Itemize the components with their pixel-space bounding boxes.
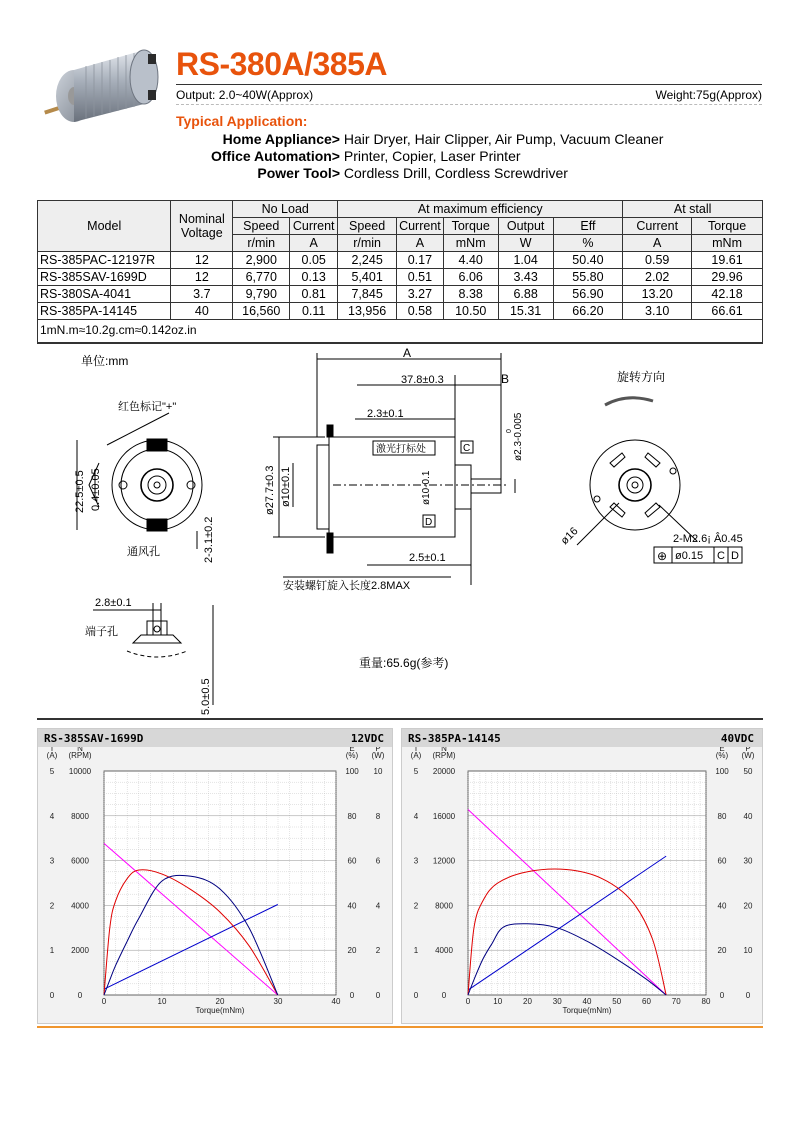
n-axis-unit: (RPM) [68,751,92,760]
value-cell: 2,245 [338,252,397,269]
application-category: Office Automation> [211,148,340,164]
chart-voltage: 40VDC [720,732,754,745]
value-cell: 0.81 [290,286,338,303]
e-tick-label: 60 [347,856,357,866]
value-cell: 6.88 [498,286,553,303]
value-cell: 42.18 [692,286,763,303]
i-tick-label: 1 [413,946,419,956]
max-efficiency-header: At maximum efficiency [338,201,623,218]
e-axis-label: E [719,747,725,753]
performance-chart-2 [401,728,763,1024]
terminal-label: 端子孔 [85,626,118,638]
x-tick-label: 80 [701,997,711,1006]
i-tick-label: 0 [413,991,419,1000]
p-tick-label: 10 [373,767,383,776]
value-cell: 55.80 [553,269,623,286]
unit-rmin: r/min [233,235,290,252]
n-axis-unit: (RPM) [432,751,456,760]
col-current: Current [623,218,692,235]
value-cell: 12 [171,252,233,269]
e-tick-label: 100 [345,767,359,776]
dim-37-8: 37.8±0.3 [401,374,444,386]
n-tick-label: 0 [77,991,83,1000]
unit-a: A [397,235,444,252]
motor-weight: Weight:75g(Approx) [655,88,762,102]
table-row [38,252,763,269]
n-tick-label: 0 [441,991,447,1000]
value-cell: 0.17 [397,252,444,269]
n-tick-label: 16000 [432,811,456,821]
value-cell: 13.20 [623,286,692,303]
n-axis-label: N [77,747,83,753]
i-tick-label: 5 [413,767,419,776]
n-tick-label: 6000 [71,856,89,866]
unit-mnm: mNm [443,235,498,252]
dim-2-5: 2.5±0.1 [409,552,446,564]
col-eff: Eff [553,218,623,235]
stall-header: At stall [623,201,763,218]
table-row [38,269,763,286]
e-tick-label: 20 [717,946,727,956]
application-row [140,131,663,147]
value-cell: 1.04 [498,252,553,269]
p-tick-label: 30 [743,856,753,866]
i-tick-label: 1 [49,946,55,956]
page-title: RS-380A/385A [176,46,387,82]
unit-w: W [498,235,553,252]
chart-plot [38,747,394,1025]
x-tick-label: 30 [552,997,562,1006]
p-tick-label: 50 [743,767,753,776]
value-cell: 2.02 [623,269,692,286]
x-tick-label: 40 [331,997,341,1006]
value-cell: 6.06 [443,269,498,286]
datum-c: C [463,443,471,454]
dim-2-8: 2.8±0.1 [95,597,132,609]
i-tick-label: 2 [49,901,55,911]
x-axis-label: Torque(mNm) [195,1006,245,1015]
p-tick-label: 40 [743,811,753,821]
dim-10: ø10±0.1 [280,466,292,507]
x-tick-label: 50 [612,997,622,1006]
e-tick-label: 0 [349,991,355,1000]
value-cell: 40 [171,303,233,320]
performance-chart-1 [37,728,393,1024]
value-cell: 3.43 [498,269,553,286]
col-speed: Speed [338,218,397,235]
table-row [38,286,763,303]
model-cell: RS-385PAC-12197R [38,252,171,269]
n-tick-label: 2000 [71,946,89,956]
unit-a: A [623,235,692,252]
value-cell: 9,790 [233,286,290,303]
chart-section-divider [37,718,763,720]
table-row [38,303,763,320]
value-cell: 3.27 [397,286,444,303]
i-tick-label: 0 [49,991,55,1000]
x-tick-label: 30 [273,997,283,1006]
x-tick-label: 10 [493,997,503,1006]
position-tolerance-icon: ⊕ [657,549,668,563]
e-tick-label: 100 [715,767,729,776]
p-tick-label: 6 [375,856,381,866]
value-cell: 0.13 [290,269,338,286]
x-tick-label: 40 [582,997,592,1006]
value-cell: 7,845 [338,286,397,303]
n-tick-label: 20000 [432,767,456,776]
dim-2-3-shaft: ø2.3-0.005 [513,412,524,461]
p-tick-label: 4 [375,901,381,911]
p-axis-unit: (W) [741,751,755,760]
p-axis-unit: (W) [371,751,385,760]
laser-mark-label: 激光打标处 [376,444,426,455]
col-output: Output [498,218,553,235]
motor-photo [40,40,170,135]
i-tick-label: 3 [49,856,55,866]
value-cell: 8.38 [443,286,498,303]
chart-title: RS-385PA-14145 [408,732,501,745]
value-cell: 50.40 [553,252,623,269]
model-cell: RS-385PA-14145 [38,303,171,320]
dim-2-3: 2.3±0.1 [367,408,404,420]
e-tick-label: 80 [717,811,727,821]
tolerance-datum-d: D [731,550,739,562]
col-speed: Speed [233,218,290,235]
dim-10-boss: ø10-0.1 [421,470,432,505]
weight-reference: 重量:65.6g(参考) [359,656,449,670]
chart-header [402,729,762,747]
value-cell: 0.59 [623,252,692,269]
p-tick-label: 20 [743,901,753,911]
model-cell: RS-385SAV-1699D [38,269,171,286]
dim-5-0: 5.0±0.5 [200,678,212,715]
n-tick-label: 10000 [68,767,92,776]
e-tick-label: 40 [717,901,727,911]
col-torque: Torque [692,218,763,235]
application-items: Hair Dryer, Hair Clipper, Air Pump, Vacuum Cleaner [343,131,664,147]
p-tick-label: 2 [375,946,381,956]
e-axis-unit: (%) [715,751,729,760]
dim-b: B [501,372,510,386]
x-tick-label: 0 [465,997,471,1006]
n-tick-label: 8000 [71,811,89,821]
i-axis-label: I [50,747,54,753]
dim-a: A [403,346,412,360]
header-divider [176,104,762,105]
model-header: Model [38,201,171,252]
e-axis-label: E [349,747,355,753]
p-tick-label: 10 [743,946,753,956]
unit-pct: % [553,235,623,252]
value-cell: 3.10 [623,303,692,320]
p-tick-label: 8 [375,811,381,821]
n-tick-label: 12000 [432,856,456,866]
x-tick-label: 10 [157,997,167,1006]
vent-label: 通风孔 [127,546,160,558]
value-cell: 2,900 [233,252,290,269]
value-cell: 3.7 [171,286,233,303]
value-cell: 12 [171,269,233,286]
e-tick-label: 20 [347,946,357,956]
e-tick-label: 80 [347,811,357,821]
unit-mnm: mNm [692,235,763,252]
value-cell: 6,770 [233,269,290,286]
title-rule [176,84,762,85]
value-cell: 66.61 [692,303,763,320]
p-axis-label: P [745,747,751,753]
x-axis-label: Torque(mNm) [562,1006,612,1015]
chart-plot [402,747,764,1025]
rotation-label: 旋转方向 [617,370,666,384]
value-cell: 66.20 [553,303,623,320]
value-cell: 13,956 [338,303,397,320]
e-tick-label: 0 [719,991,725,1000]
value-cell: 10.50 [443,303,498,320]
tolerance-datum-c: C [717,550,725,562]
p-tick-label: 0 [745,991,751,1000]
application-category: Power Tool> [257,165,340,181]
n-tick-label: 4000 [435,946,453,956]
value-cell: 16,560 [233,303,290,320]
e-tick-label: 60 [717,856,727,866]
dim-0-4: 0.4±0.05 [90,468,102,511]
x-tick-label: 20 [215,997,225,1006]
value-cell: 4.40 [443,252,498,269]
applications-title: Typical Application: [176,113,308,129]
dim-16: ø16 [558,525,581,548]
chart-voltage: 12VDC [350,732,384,745]
dim-2-3-1: 2-3.1±0.2 [203,516,215,563]
value-cell: 5,401 [338,269,397,286]
model-cell: RS-380SA-4041 [38,286,171,303]
col-torque: Torque [443,218,498,235]
value-cell: 0.51 [397,269,444,286]
application-items: Cordless Drill, Cordless Screwdriver [343,165,568,181]
screw-length-label: 安装螺钉旋入长度2.8MAX [283,580,411,592]
tolerance-value: ø0.15 [675,550,704,562]
unit-conversion: 1mN.m≈10.2g.cm≈0.142oz.in [37,318,763,344]
p-axis-label: P [375,747,381,753]
dim-m2-6: 2-M2.6¡ Â0.45 [673,533,743,545]
n-tick-label: 8000 [435,901,453,911]
chart-header [38,729,392,747]
x-tick-label: 0 [101,997,107,1006]
n-tick-label: 4000 [71,901,89,911]
voltage-header: Nominal Voltage [171,201,233,252]
value-cell: 0.11 [290,303,338,320]
i-axis-label: I [414,747,418,753]
i-tick-label: 2 [413,901,419,911]
i-tick-label: 5 [49,767,55,776]
value-cell: 15.31 [498,303,553,320]
dim-2-3-tol: 0 [506,429,513,433]
spec-table [37,200,763,320]
dim-27-7: ø27.7±0.3 [264,465,276,515]
x-tick-label: 20 [523,997,532,1006]
value-cell: 0.05 [290,252,338,269]
application-items: Printer, Copier, Laser Printer [343,148,521,164]
application-row [140,165,568,181]
value-cell: 29.96 [692,269,763,286]
n-axis-label: N [441,747,447,753]
footer-divider [37,1026,763,1028]
chart-title: RS-385SAV-1699D [44,732,144,745]
datum-d: D [425,517,433,528]
x-tick-label: 70 [671,997,681,1006]
i-tick-label: 3 [413,856,419,866]
output-range: Output: 2.0~40W(Approx) [176,88,314,102]
dimension-drawing [37,345,763,715]
i-tick-label: 4 [49,811,55,821]
x-tick-label: 60 [642,997,651,1006]
col-current: Current [397,218,444,235]
value-cell: 0.58 [397,303,444,320]
application-row [140,148,521,164]
col-current: Current [290,218,338,235]
red-mark-label: 红色标记"+" [118,401,177,413]
i-tick-label: 4 [413,811,419,821]
no-load-header: No Load [233,201,338,218]
dim-22-5: 22.5±0.5 [74,470,86,513]
unit-a: A [290,235,338,252]
p-tick-label: 0 [375,991,381,1000]
e-axis-unit: (%) [345,751,359,760]
i-axis-unit: (A) [410,751,422,760]
i-axis-unit: (A) [46,751,58,760]
front-view-outline [112,440,202,530]
application-category: Home Appliance> [222,131,340,147]
value-cell: 56.90 [553,286,623,303]
e-tick-label: 40 [347,901,357,911]
unit-rmin: r/min [338,235,397,252]
value-cell: 19.61 [692,252,763,269]
unit-label: 单位:mm [81,354,129,368]
